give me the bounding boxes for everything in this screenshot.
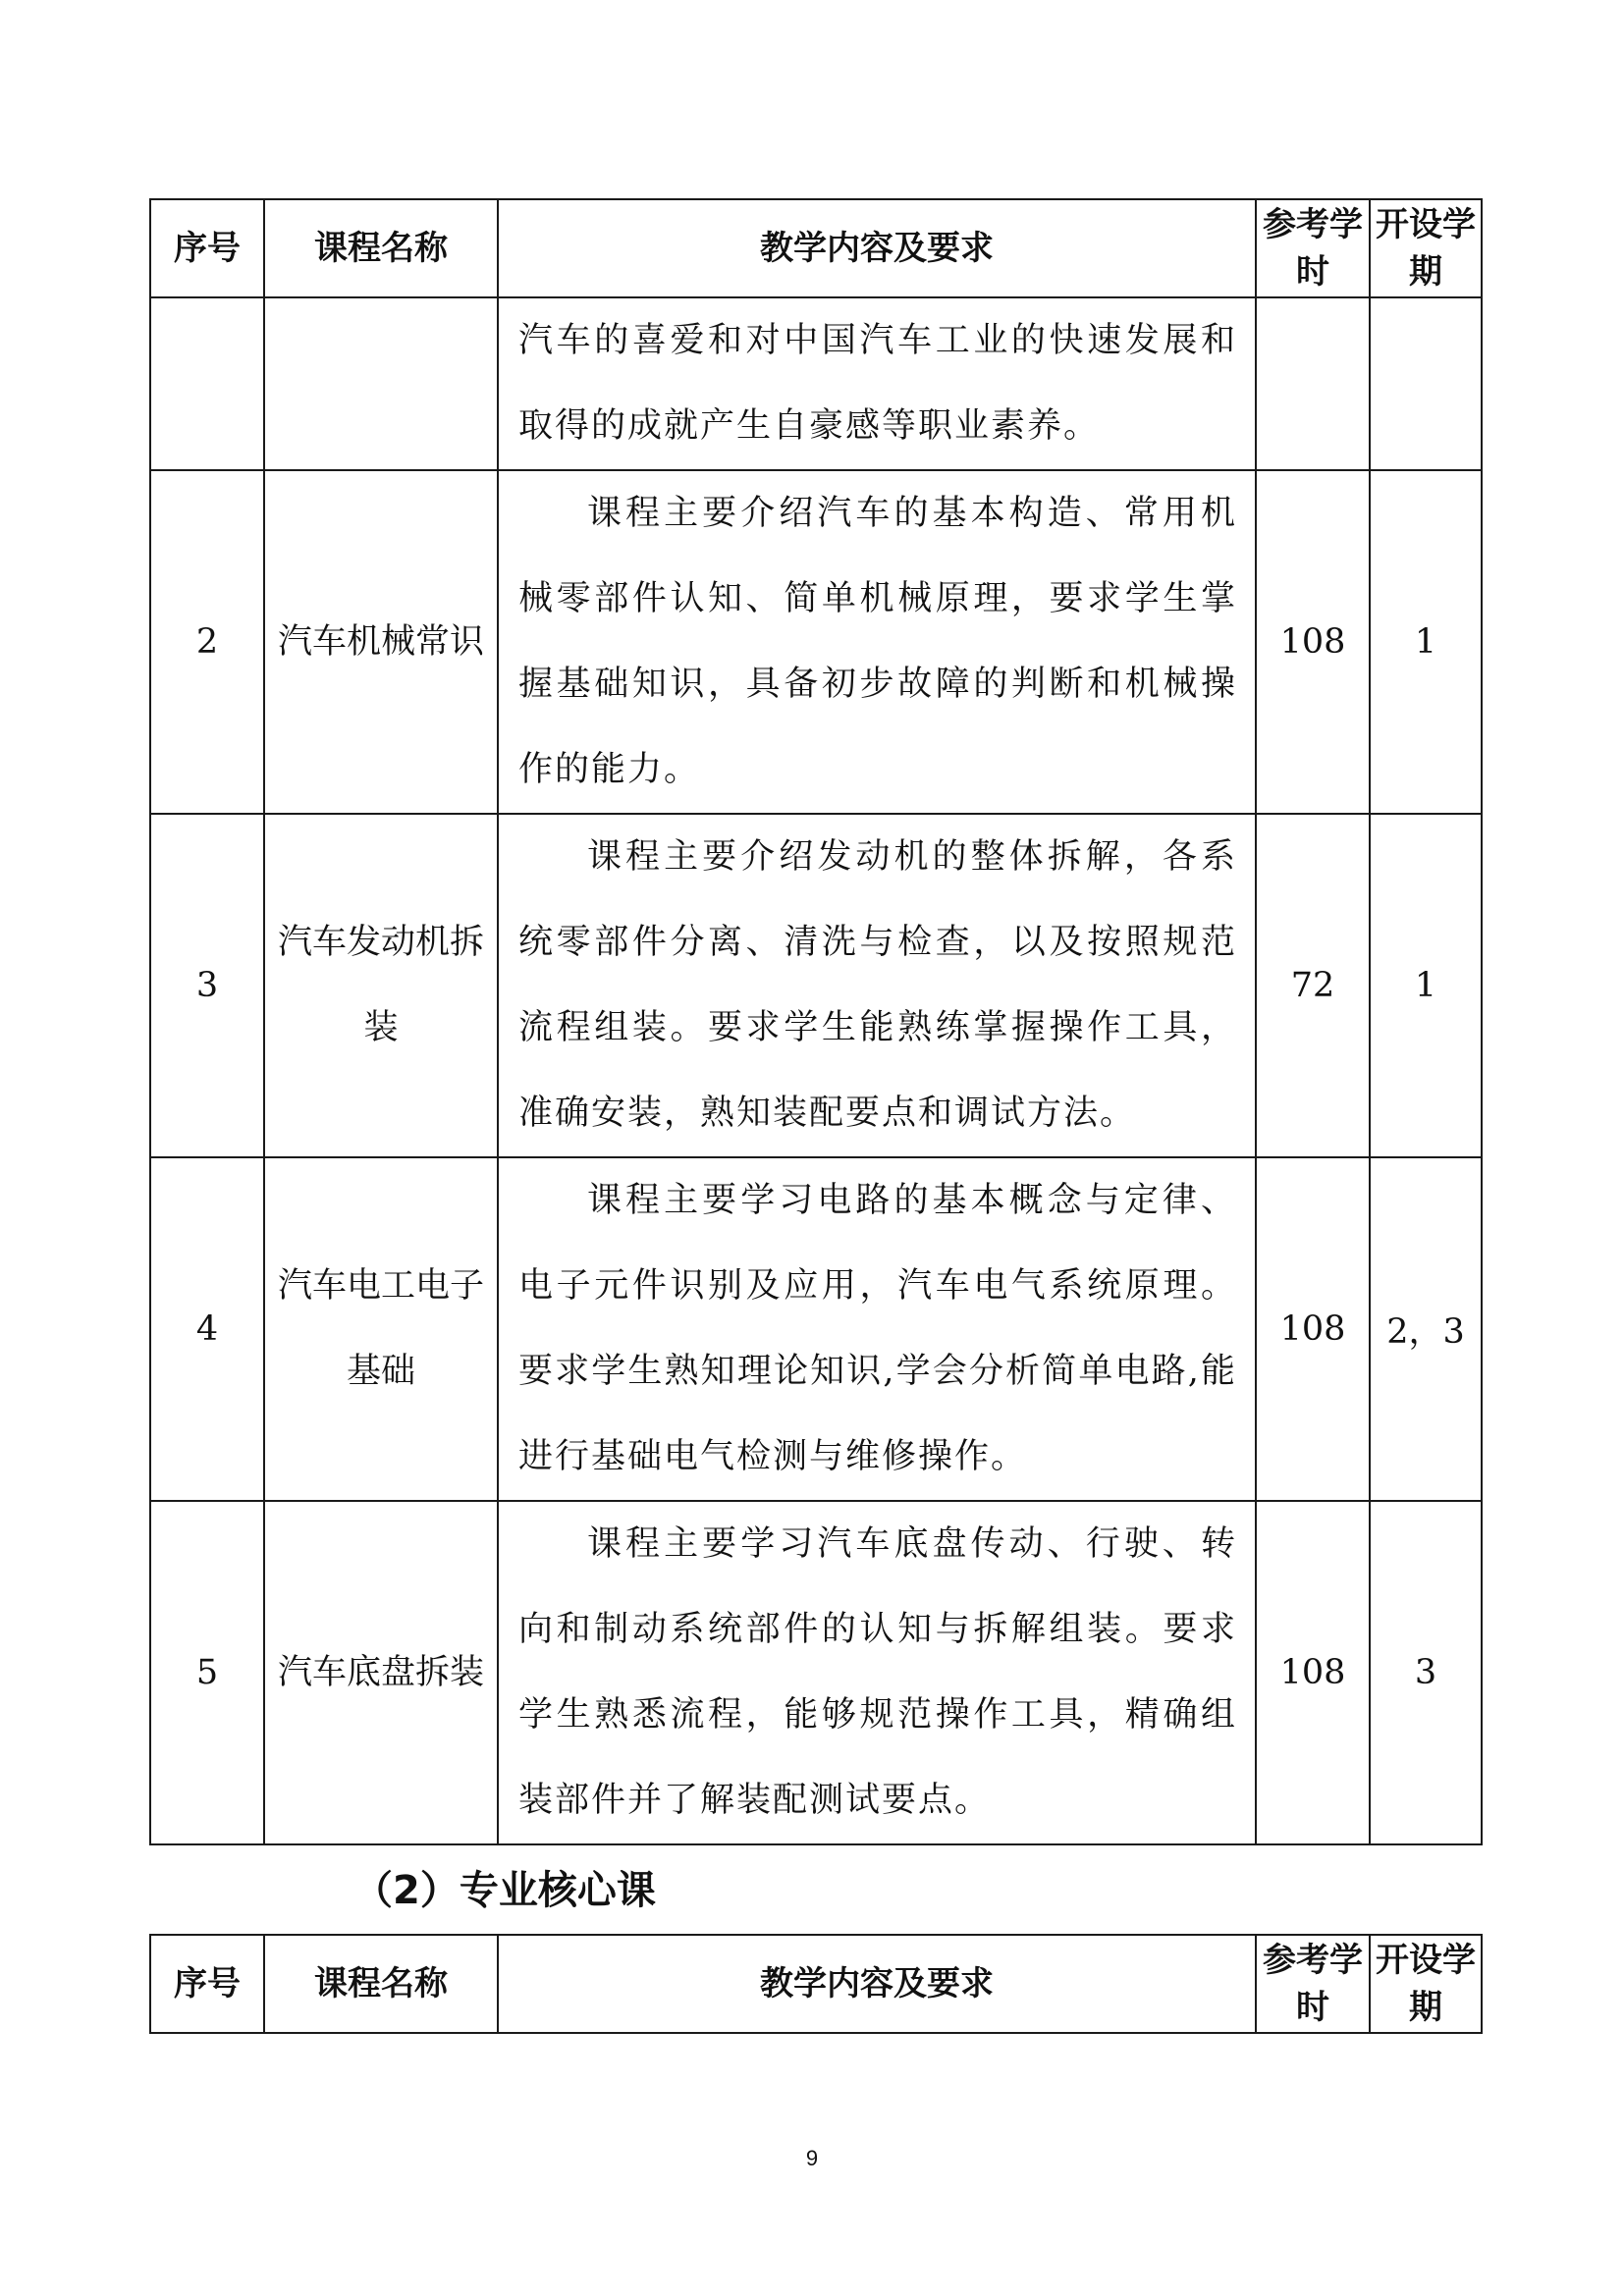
header-semester: 开设学期 <box>1370 1935 1482 2033</box>
header-name: 课程名称 <box>264 1935 498 2033</box>
table-row <box>150 814 1482 1157</box>
cell-course-name: 汽车发动机拆装 <box>264 814 498 1157</box>
cell-content: 课程主要介绍发动机的整体拆解，各系统零部件分离、清洗与检查，以及按照规范流程组装。要求学生能熟练掌握操作工具，准确安装，熟知装配要点和调试方法。 <box>498 814 1256 1157</box>
header-hours: 参考学时 <box>1256 199 1370 297</box>
cell-hours: 108 <box>1256 1501 1370 1844</box>
cell-content: 课程主要介绍汽车的基本构造、常用机械零部件认知、简单机械原理，要求学生掌握基础知识，具备初步故障的判断和机械操作的能力。 <box>498 470 1256 814</box>
cell-course-name: 汽车电工电子基础 <box>264 1157 498 1501</box>
table-row <box>150 1157 1482 1501</box>
cell-hours: 108 <box>1256 470 1370 814</box>
cell-content: 汽车的喜爱和对中国汽车工业的快速发展和取得的成就产生自豪感等职业素养。 <box>498 297 1256 470</box>
course-table-basic <box>149 198 1483 1845</box>
header-no: 序号 <box>150 199 264 297</box>
cell-no: 4 <box>150 1157 264 1501</box>
cell-semester: 1 <box>1370 470 1482 814</box>
cell-course-name: 汽车底盘拆装 <box>264 1501 498 1844</box>
header-content: 教学内容及要求 <box>498 1935 1256 2033</box>
cell-no: 3 <box>150 814 264 1157</box>
cell-hours <box>1256 297 1370 470</box>
cell-semester: 3 <box>1370 1501 1482 1844</box>
section-title: （2）专业核心课 <box>353 1868 656 1913</box>
header-content: 教学内容及要求 <box>498 199 1256 297</box>
header-name: 课程名称 <box>264 199 498 297</box>
cell-semester: 2，3 <box>1370 1157 1482 1501</box>
cell-hours: 72 <box>1256 814 1370 1157</box>
table-header-row <box>150 199 1482 297</box>
cell-no: 5 <box>150 1501 264 1844</box>
cell-no: 2 <box>150 470 264 814</box>
header-semester: 开设学期 <box>1370 199 1482 297</box>
table-row <box>150 470 1482 814</box>
cell-content: 课程主要学习电路的基本概念与定律、电子元件识别及应用，汽车电气系统原理。要求学生熟知理论知识,学会分析简单电路,能进行基础电气检测与维修操作。 <box>498 1157 1256 1501</box>
cell-no <box>150 297 264 470</box>
cell-semester <box>1370 297 1482 470</box>
table-row-continuation <box>150 297 1482 470</box>
table-row <box>150 1501 1482 1844</box>
cell-hours: 108 <box>1256 1157 1370 1501</box>
cell-course-name: 汽车机械常识 <box>264 470 498 814</box>
header-no: 序号 <box>150 1935 264 2033</box>
course-table-core <box>149 1934 1483 2034</box>
table-header-row <box>150 1935 1482 2033</box>
header-hours: 参考学时 <box>1256 1935 1370 2033</box>
cell-semester: 1 <box>1370 814 1482 1157</box>
cell-name <box>264 297 498 470</box>
cell-content: 课程主要学习汽车底盘传动、行驶、转向和制动系统部件的认知与拆解组装。要求学生熟悉流程，能够规范操作工具，精确组装部件并了解装配测试要点。 <box>498 1501 1256 1844</box>
page-number: 9 <box>805 2146 819 2170</box>
